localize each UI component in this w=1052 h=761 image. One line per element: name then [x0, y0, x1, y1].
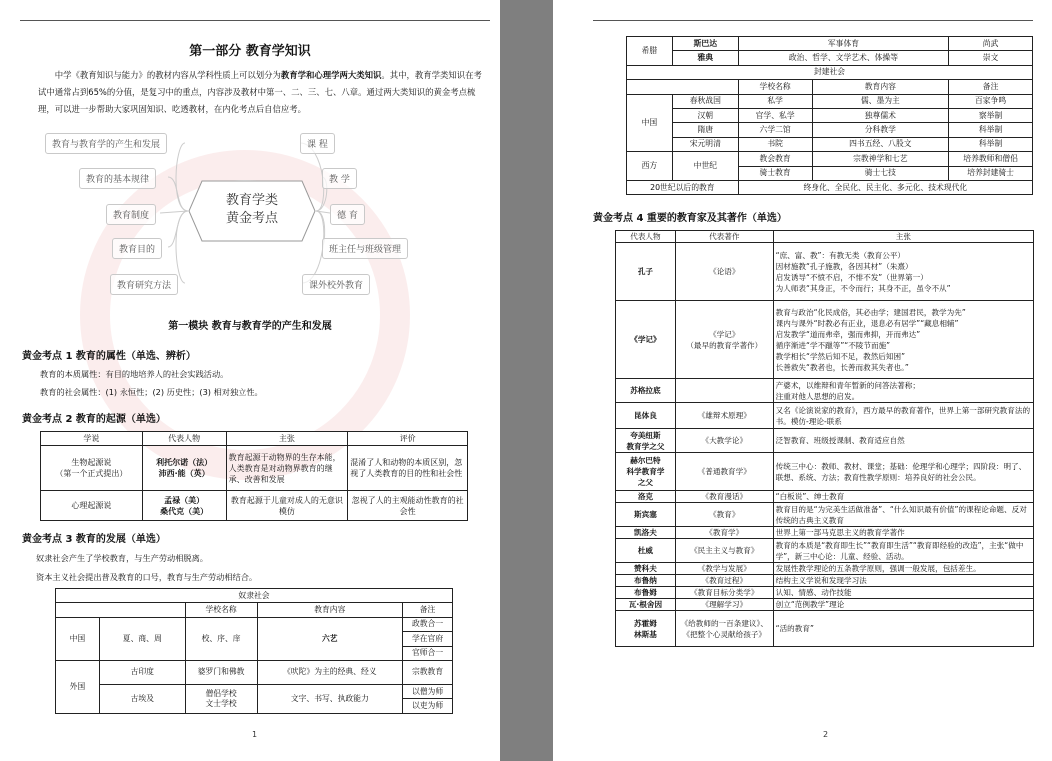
claim-line: 又名《论演说家的教育》，西方最早的教育著作，世界上第一部研究教育法的书。模仿-理论-联系 — [775, 405, 1031, 426]
table-cell: 培养教师和僧侣 — [949, 152, 1033, 166]
educator-work: 《学记》 （最早的教育学著作） — [675, 301, 773, 379]
module-title: 第一模块 教育与教育学的产生和发展 — [168, 321, 332, 332]
educator-name: 苏霍姆 林斯基 — [616, 611, 676, 647]
mindmap-node: 教 学 — [322, 168, 357, 189]
kp3-line2: 资本主义社会提出普及教育的口号，教育与生产劳动相结合。 — [36, 572, 258, 582]
part-title: 第一部分 教育学知识 — [189, 44, 311, 59]
claim-line: 启发教学“道而弗牵，强而弗抑，开而弗达” — [775, 329, 921, 339]
table-cell: 私学 — [738, 94, 812, 108]
table-header: 教育内容 — [812, 80, 949, 94]
table-cell: 中国 — [627, 94, 673, 152]
claim-line: 创立“范例教学”理论 — [775, 600, 845, 609]
table-cell: 骑士七技 — [812, 166, 949, 180]
table-cell: 以僧为师 — [403, 684, 453, 698]
claim-line: 长善救失“教者也，长善而救其失者也。” — [775, 362, 909, 372]
mindmap-center — [188, 180, 316, 242]
table-row — [616, 611, 1034, 647]
mindmap-node: 教育制度 — [106, 204, 156, 225]
table-cell: 崇文 — [949, 51, 1033, 65]
table-header: 备注 — [949, 80, 1033, 94]
table-row — [616, 243, 1034, 301]
table-cell: 斯巴达 — [672, 37, 738, 51]
educator-work: 《教育过程》 — [675, 575, 773, 587]
table-row — [616, 587, 1034, 599]
table-header: 教育内容 — [257, 603, 403, 617]
table-header: 代表著作 — [675, 231, 773, 243]
table-cell: 六学二馆 — [738, 123, 812, 137]
table-cell: 以吏为师 — [403, 699, 453, 713]
table-cell: 心理起源说 — [41, 491, 143, 521]
educator-work: 《理解学习》 — [675, 599, 773, 611]
educator-work: 《教育学》 — [675, 527, 773, 539]
document-page-1 — [0, 0, 500, 761]
table-cell: 教育起源于动物界的生存本能，人类教育是对动物界教育的继承、改善和发展 — [226, 446, 348, 491]
kp1-heading: 黄金考点 1 教育的属性（单选、辨析） — [22, 351, 196, 362]
table-cell: 夏、商、周 — [99, 617, 185, 660]
mindmap-node: 班主任与班级管理 — [322, 238, 408, 259]
table-header: 主张 — [773, 231, 1033, 243]
educator-work — [675, 379, 773, 403]
table-cell: 隋唐 — [672, 123, 738, 137]
educator-claim — [773, 587, 1033, 599]
educator-name: 杜威 — [616, 539, 676, 563]
table-cell: 分科教学 — [812, 123, 949, 137]
mindmap-node: 教育研究方法 — [110, 274, 178, 295]
table-header: 代表人物 — [142, 432, 226, 446]
table-row — [616, 429, 1034, 453]
table-cell: 雅典 — [672, 51, 738, 65]
educator-work: 《给教师的一百条建议》、《把整个心灵献给孩子》 — [675, 611, 773, 647]
claim-line: 教育与政治“化民成俗，其必由学；建国君民，教学为先” — [775, 307, 966, 317]
educator-name: 布鲁纳 — [616, 575, 676, 587]
table-row — [616, 491, 1034, 503]
kp2-heading: 黄金考点 2 教育的起源（单选） — [22, 414, 166, 425]
table-header: 代表人物 — [616, 231, 676, 243]
educator-claim — [773, 429, 1033, 453]
table-cell: 文字、书写、执政能力 — [257, 684, 403, 713]
table-row — [616, 503, 1034, 527]
table-row — [616, 403, 1034, 429]
intro-text: 中学《教育知识与能力》的教材内容从学科性质上可以划分为 — [54, 70, 281, 80]
educator-claim — [773, 611, 1033, 647]
kp3-line1: 奴隶社会产生了学校教育，与生产劳动相脱离。 — [36, 553, 208, 563]
educator-work: 《教育》 — [675, 503, 773, 527]
mindmap-center-line2: 黄金考点 — [225, 211, 278, 226]
educators-table — [615, 230, 1034, 647]
table-cell: 古埃及 — [99, 684, 185, 713]
educators-rows — [616, 243, 1034, 647]
table-cell: 孟禄（美） 桑代克（美） — [142, 491, 226, 521]
table-cell: 校、序、庠 — [185, 617, 257, 660]
table-cell: 希腊 — [627, 37, 673, 66]
mindmap-center-line1: 教育学类 — [225, 193, 278, 208]
table-cell: 教会教育 — [738, 152, 812, 166]
table-row — [616, 453, 1034, 491]
table-header — [56, 603, 186, 617]
mindmap-node: 课 程 — [300, 133, 335, 154]
educator-claim — [773, 301, 1033, 379]
table-header: 评价 — [348, 432, 468, 446]
origin-table — [40, 431, 468, 521]
table-row — [616, 301, 1034, 379]
table-cell: 四书五经、八股文 — [812, 137, 949, 151]
educator-name: 赞科夫 — [616, 563, 676, 575]
table-header: 学说 — [41, 432, 143, 446]
table-cell: 培养封建骑士 — [949, 166, 1033, 180]
table-cell: 中世纪 — [672, 152, 738, 181]
mindmap-node: 教育目的 — [112, 238, 162, 259]
educator-work: 《教育漫话》 — [675, 491, 773, 503]
mindmap-center-label — [188, 192, 316, 228]
table-cell: 20世纪以后的教育 — [627, 180, 739, 194]
educator-work: 《论语》 — [675, 243, 773, 301]
table-cell: 独尊儒术 — [812, 108, 949, 122]
educator-claim — [773, 491, 1033, 503]
mindmap-node: 课外校外教育 — [302, 274, 370, 295]
educator-claim — [773, 539, 1033, 563]
table-title: 封建社会 — [627, 65, 1033, 79]
kp1-line2: 教育的社会属性：(1) 永恒性；(2) 历史性；(3) 相对独立性。 — [40, 387, 263, 397]
intro-bold: 教育学和心理学两大类知识 — [280, 70, 382, 80]
table-header: 学校名称 — [738, 80, 812, 94]
educator-name: 苏格拉底 — [616, 379, 676, 403]
table-cell: 汉朝 — [672, 108, 738, 122]
table-row — [616, 539, 1034, 563]
header-rule — [593, 20, 1033, 21]
claim-line: 泛智教育、班级授课制、教育适应自然 — [775, 436, 905, 445]
claim-line: 循序渐进“学不躐等”“不陵节而施” — [775, 340, 891, 350]
slavery-table — [55, 588, 453, 714]
educator-name: 布鲁姆 — [616, 587, 676, 599]
table-cell: 忽视了人的主观能动性教育的社会性 — [348, 491, 468, 521]
table-cell: 混淆了人和动物的本质区别，忽视了人类教育的目的性和社会性 — [348, 446, 468, 491]
table-cell: 科举制 — [949, 123, 1033, 137]
table-cell: 宋元明清 — [672, 137, 738, 151]
claim-line: 结构主义学说和发现学习法 — [775, 576, 867, 585]
table-header: 学校名称 — [185, 603, 257, 617]
intro-text-rest: 。其中，教育学类知识在考试中通常占到65%的分值，是复习中的重点，内容涉及教材中第一、二、三、七、八章。通过两大类知识的黄金考点梳理，可以进一步帮助大家巩固知识、吃透教材，在内化考点后自信应考。 — [38, 70, 482, 114]
educator-claim — [773, 599, 1033, 611]
table-cell: 学在官府 — [403, 632, 453, 646]
table-cell: 政治、哲学、文学艺术、体操等 — [738, 51, 948, 65]
educator-name: 昆体良 — [616, 403, 676, 429]
kp4-heading: 黄金考点 4 重要的教育家及其著作（单选） — [593, 213, 787, 224]
claim-line: 课内与课外“时教必有正业，退息必有居学”“藏息相辅” — [775, 318, 959, 328]
table-cell: 百家争鸣 — [949, 94, 1033, 108]
claim-line: 注重对他人思想的启发。 — [775, 391, 860, 401]
claim-line: 产婆术，以维辩和青年暂新的问答法著称； — [775, 380, 920, 390]
table-cell: 骑士教育 — [738, 166, 812, 180]
table-title: 奴隶社会 — [56, 589, 453, 603]
table-row — [616, 563, 1034, 575]
claim-line: “活的教育” — [775, 624, 814, 633]
table-cell: 宗教教育 — [403, 660, 453, 684]
claim-line: “庶、富、教”：有教无类（教育公平） — [775, 250, 906, 260]
page-number: 1 — [252, 730, 258, 739]
claim-line: 教育目的是“为完美生活做准备”、“什么知识最有价值”的课程论命题、反对传统的古典主义教育 — [775, 504, 1027, 525]
table-row — [616, 527, 1034, 539]
table-cell: 终身化、全民化、民主化、多元化、技术现代化 — [738, 180, 1032, 194]
table-cell: 教育起源于儿童对成人的无意识模仿 — [226, 491, 348, 521]
table-cell: 官师合一 — [403, 646, 453, 660]
mindmap-node: 德 育 — [330, 204, 365, 225]
kp3-heading: 黄金考点 3 教育的发展（单选） — [22, 534, 166, 545]
claim-line: 教学相长“学然后知不足，教然后知困” — [775, 351, 906, 361]
claim-line: 传统三中心：教师、教材、课堂；基础：伦理学和心理学；四阶段：明了、联想、系统、方法；教育性教学原则：培养良好的社会公民。 — [775, 461, 1027, 482]
table-cell: 军事体育 — [738, 37, 948, 51]
table-cell: 西方 — [627, 152, 673, 181]
table-cell: 宗教神学和七艺 — [812, 152, 949, 166]
table-cell: 婆罗门和佛教 — [185, 660, 257, 684]
table-cell: 书院 — [738, 137, 812, 151]
claim-line: 为人师表“其身正，不令而行；其身不正，虽令不从” — [775, 283, 951, 293]
table-cell: 政教合一 — [403, 617, 453, 631]
educator-claim — [773, 379, 1033, 403]
educator-name: 斯宾塞 — [616, 503, 676, 527]
table-cell: 科举制 — [949, 137, 1033, 151]
claim-line: 启发诱导“不愤不启，不悱不发”（世界第一） — [775, 272, 928, 282]
table-cell: 察举制 — [949, 108, 1033, 122]
mindmap-node: 教育的基本规律 — [79, 168, 156, 189]
table-cell: 尚武 — [949, 37, 1033, 51]
claim-line: 教育的本质是“教育即生长”“教育即生活”“教育即经验的改造”，主张“做中学”，新三中心论：儿童、经验、活动。 — [775, 540, 1024, 561]
educator-work: 《教育目标分类学》 — [675, 587, 773, 599]
educator-name: 孔子 — [616, 243, 676, 301]
intro-paragraph — [38, 67, 490, 118]
table-cell: 生物起源说 （第一个正式提出） — [41, 446, 143, 491]
table-cell: 僧侣学校 文士学校 — [185, 684, 257, 713]
educator-work: 《教学与发展》 — [675, 563, 773, 575]
education-history-table — [626, 36, 1033, 195]
educator-name: 《学记》 — [616, 301, 676, 379]
educator-name: 赫尔巴特 科学教育学 之父 — [616, 453, 676, 491]
claim-line: 认知、情感、动作技能 — [775, 588, 852, 597]
claim-line: 世界上第一部马克思主义的教育学著作 — [775, 528, 905, 537]
table-cell: 《吠陀》为主的经典、经义 — [257, 660, 403, 684]
header-rule — [20, 20, 490, 21]
document-page-2 — [553, 0, 1052, 761]
claim-line: 发展性教学理论的五条教学原则，强调一般发展，包括差生。 — [775, 564, 981, 573]
table-cell: 利托尔诺（法） 沛西·能（英） — [142, 446, 226, 491]
educator-work: 《大教学论》 — [675, 429, 773, 453]
educator-claim — [773, 403, 1033, 429]
table-row — [616, 575, 1034, 587]
educator-name: 洛克 — [616, 491, 676, 503]
table-cell: 外国 — [56, 660, 100, 713]
table-row — [616, 379, 1034, 403]
educator-work: 《普通教育学》 — [675, 453, 773, 491]
mindmap-node: 教育与教育学的产生和发展 — [45, 133, 167, 154]
educator-name: 凯洛夫 — [616, 527, 676, 539]
claim-line: “白板说”、绅士教育 — [775, 492, 845, 501]
kp1-line1: 教育的本质属性：有目的地培养人的社会实践活动。 — [40, 369, 229, 379]
table-cell: 儒、墨为主 — [812, 94, 949, 108]
educator-claim — [773, 243, 1033, 301]
table-cell: 中国 — [56, 617, 100, 660]
table-header — [627, 80, 739, 94]
table-header: 备注 — [403, 603, 453, 617]
table-row — [616, 599, 1034, 611]
educator-name: 瓦·根舍因 — [616, 599, 676, 611]
table-header: 主张 — [226, 432, 348, 446]
page-number: 2 — [823, 730, 829, 739]
table-cell: 古印度 — [99, 660, 185, 684]
educator-work: 《民主主义与教育》 — [675, 539, 773, 563]
educator-work: 《雄辩术原理》 — [675, 403, 773, 429]
educator-name: 夸美纽斯 教育学之父 — [616, 429, 676, 453]
educator-claim — [773, 575, 1033, 587]
table-cell: 六艺 — [257, 617, 403, 660]
table-cell: 官学、私学 — [738, 108, 812, 122]
educator-claim — [773, 503, 1033, 527]
educator-claim — [773, 563, 1033, 575]
claim-line: 因材施教“孔子施教，各因其材”（朱熹） — [775, 261, 913, 271]
educator-claim — [773, 453, 1033, 491]
table-cell: 春秋战国 — [672, 94, 738, 108]
educator-claim — [773, 527, 1033, 539]
